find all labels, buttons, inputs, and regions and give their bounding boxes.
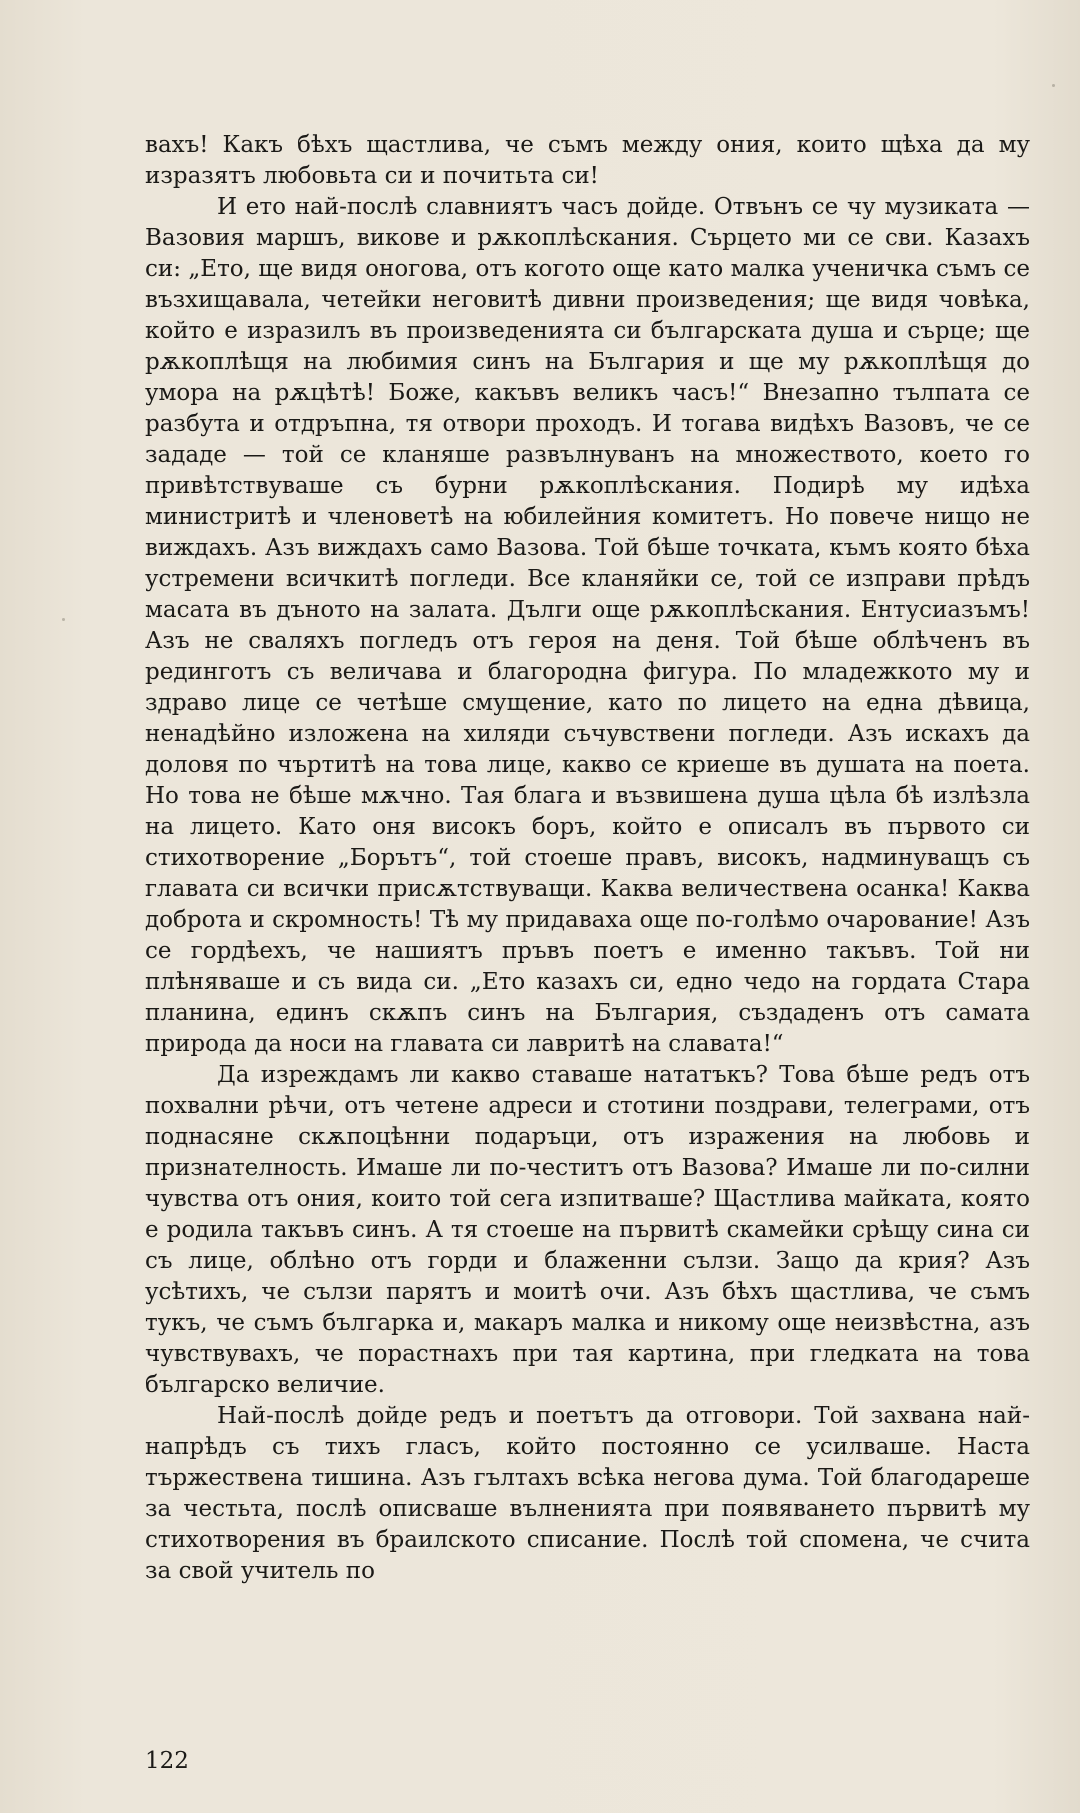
- paper-speck: [1052, 84, 1055, 87]
- paragraph-1: вахъ! Какъ бѣхъ щастлива, че съмъ между ония, които щѣха да му изразятъ любовьта си и почитьта си!: [145, 132, 1030, 189]
- paragraph-3: Да изреждамъ ли какво ставаше нататъкъ? Това бѣше редъ отъ похвални рѣчи, отъ четене адреси и стотини поздрави, телеграми, отъ поднасяне скѫпоцѣнни подаръци, отъ изражения на любовь и признателность. Имаше ли по-честитъ отъ Вазова? Имаше ли по-силни чувства отъ ония, които той сега изпитваше? Щастлива майката, която е родила такъвъ синъ. А тя стоеше на първитѣ скамейки срѣщу сина си съ лице, облѣно отъ горди и блаженни сълзи. Защо да крия? Азъ усѣтихъ, че сълзи парятъ и моитѣ очи. Азъ бѣхъ щастлива, че съмъ тукъ, че съмъ българка и, макаръ малка и никому още неизвѣстна, азъ чувствувахъ, че порастнахъ при тая картина, при гледката на това българско величие.: [145, 1062, 1030, 1398]
- paragraph-2: И ето най-послѣ славниятъ часъ дойде. Отвънъ се чу музиката — Вазовия маршъ, викове и рѫкоплѣскания. Сърцето ми се сви. Казахъ си: „Ето, ще видя оногова, отъ когото още като малка ученичка съмъ се възхищавала, четейки неговитѣ дивни произведения; ще видя човѣка, който е изразилъ въ произведенията си българската душа и сърце; ще рѫкоплѣщя на любимия синъ на България и ще му рѫкоплѣщя до умора на рѫцѣтѣ! Боже, какъвъ великъ часъ!“ Внезапно тълпата се разбута и отдръпна, тя отвори проходъ. И тогава видѣхъ Вазовъ, че се зададе — той се кланяше развълнуванъ на множеството, което го привѣтствуваше съ бурни рѫкоплѣскания. Подирѣ му идѣха министритѣ и членоветѣ на юбилейния комитетъ. Но повече нищо не виждахъ. Азъ виждахъ само Вазова. Той бѣше точката, къмъ която бѣха устремени всичкитѣ погледи. Все кланяйки се, той се изправи прѣдъ масата въ дъното на залата. Дълги още рѫкоплѣскания. Ентусиазъмъ! Азъ не сваляхъ погледъ отъ героя на деня. Той бѣше облѣченъ въ рединготъ съ величава и благородна фигура. По младежкото му и здраво лице се четѣше смущение, като по лицето на една дѣвица, ненадѣйно изложена на хиляди съчувствени погледи. Азъ искахъ да доловя по чъртитѣ на това лице, какво се криеше въ душата на поета. Но това не бѣше мѫчно. Тая блага и възвишена душа цѣла бѣ излѣзла на лицето. Като оня високъ боръ, който е описалъ въ първото си стихотворение „Борътъ“, той стоеше правъ, високъ, надминуващъ съ главата си всички присѫтствуващи. Каква величествена осанка! Каква доброта и скромность! Тѣ му придаваха още по-голѣмо очарование! Азъ се гордѣехъ, че нашиятъ пръвъ поетъ е именно такъвъ. Той ни плѣняваше и съ вида си. „Ето казахъ си, едно чедо на гордата Стара планина, единъ скѫпъ синъ на България, създаденъ отъ самата природа да носи на главата си лавритѣ на славата!“: [145, 194, 1030, 1057]
- paragraph-4: Най-послѣ дойде редъ и поетътъ да отговори. Той захвана най-напрѣдъ съ тихъ гласъ, който постоянно се усилваше. Наста тържествена тишина. Азъ гълтахъ всѣка негова дума. Той благодареше за честьта, послѣ описваше вълненията при появяването първитѣ му стихотворения въ браилското списание. Послѣ той спомена, че счита за свой учитель по: [145, 1403, 1030, 1584]
- page-number: 122: [145, 1748, 189, 1774]
- page-text: [145, 130, 1030, 1587]
- paper-speck: [62, 618, 65, 621]
